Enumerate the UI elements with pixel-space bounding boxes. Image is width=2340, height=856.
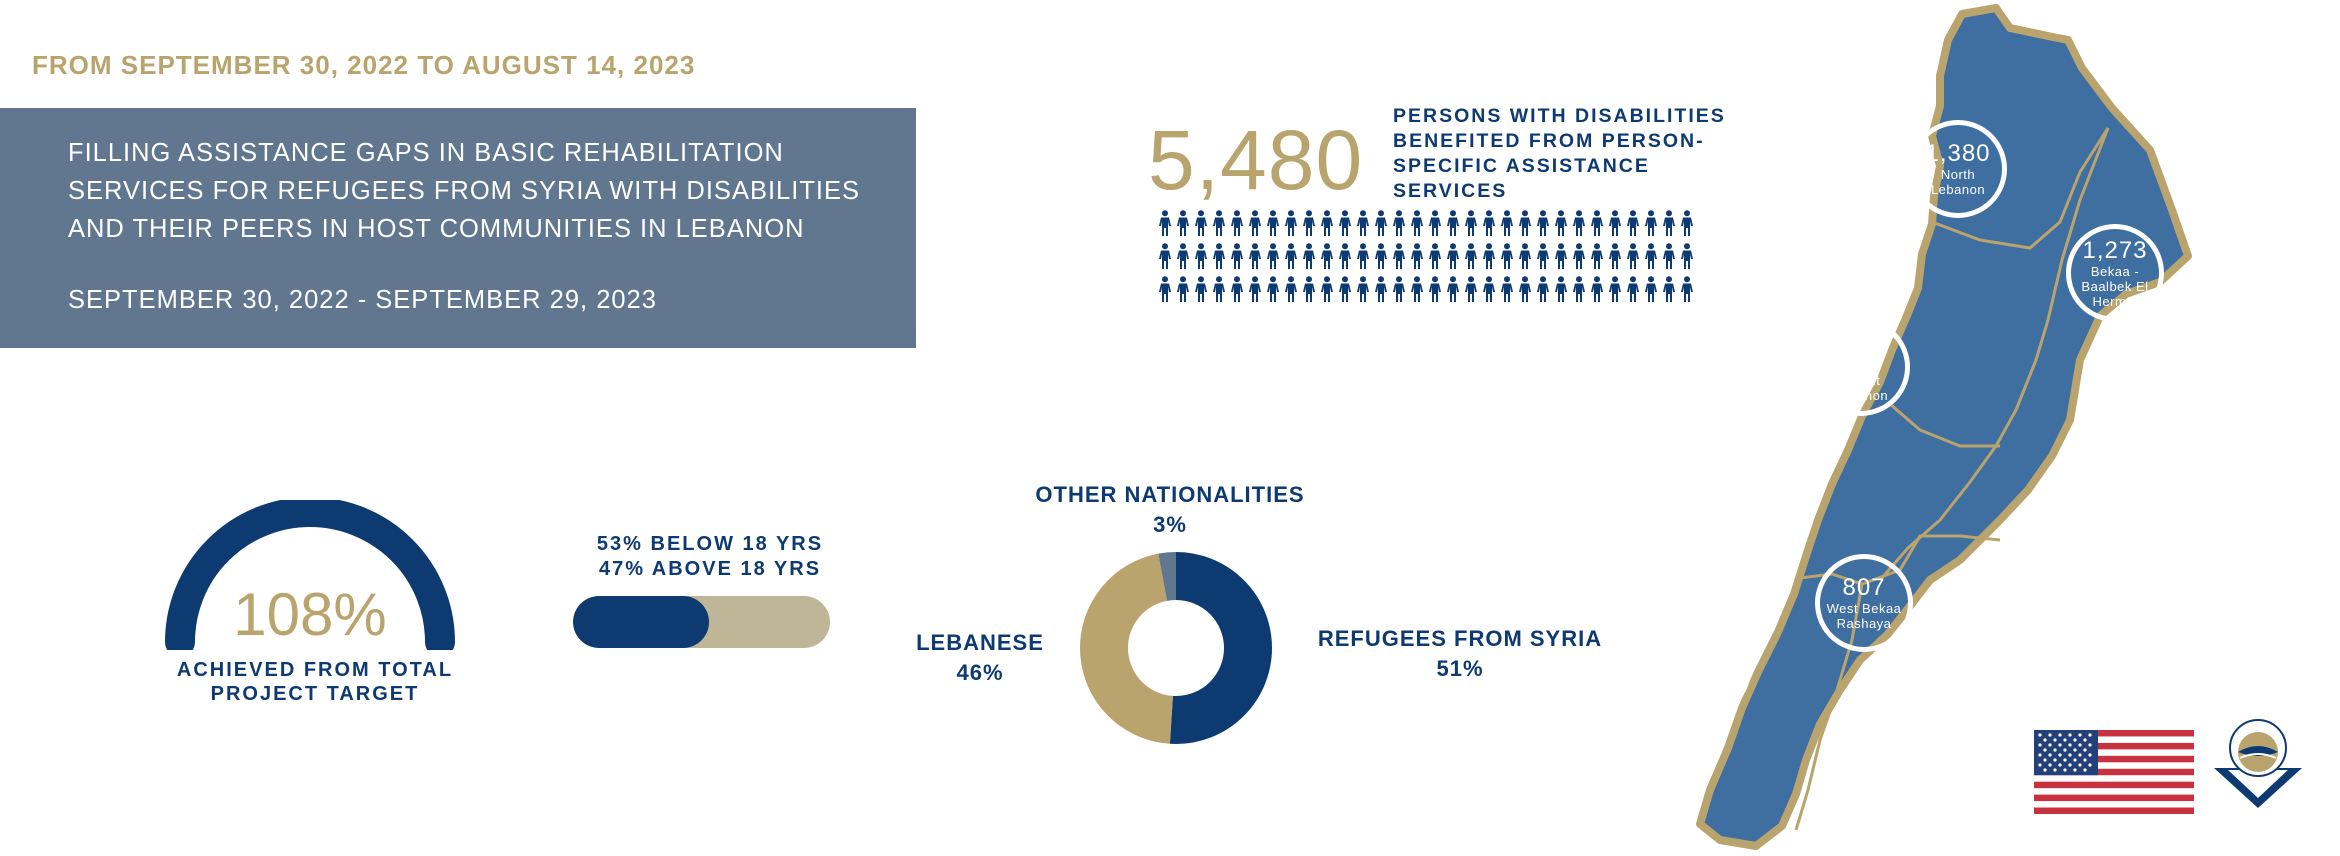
region-beirut-mount-lebanon bbox=[1812, 318, 1910, 416]
person-icon bbox=[1500, 243, 1514, 270]
age-bar bbox=[573, 596, 830, 648]
region-number: 1,273 bbox=[2082, 236, 2148, 264]
region-north-lebanon bbox=[1909, 120, 2007, 218]
region-name: North Lebanon bbox=[1930, 167, 1986, 197]
person-icon bbox=[1482, 243, 1496, 270]
person-icon bbox=[1230, 243, 1244, 270]
person-icon bbox=[1428, 210, 1442, 237]
person-icon bbox=[1212, 243, 1226, 270]
person-icon bbox=[1374, 276, 1388, 303]
person-icon bbox=[1464, 276, 1478, 303]
region-name: West Bekaa Rashaya bbox=[1826, 601, 1902, 631]
region-bekaa-baalbek bbox=[2066, 224, 2164, 322]
person-icon bbox=[1302, 210, 1316, 237]
person-icon bbox=[1482, 210, 1496, 237]
lebanese-percent: 46% bbox=[956, 660, 1004, 685]
person-icon bbox=[1320, 243, 1334, 270]
person-icon bbox=[1176, 210, 1190, 237]
region-name: South Lebanon bbox=[1674, 667, 1730, 697]
person-icon bbox=[1518, 243, 1532, 270]
syria-percent: 51% bbox=[1436, 656, 1484, 681]
label-other-nationalities bbox=[1010, 480, 1330, 540]
person-icon bbox=[1230, 210, 1244, 237]
person-icon bbox=[1158, 243, 1172, 270]
person-icon bbox=[1248, 210, 1262, 237]
person-icon bbox=[1374, 210, 1388, 237]
person-icon bbox=[1158, 210, 1172, 237]
target-caption: ACHIEVED FROM TOTAL PROJECT TARGET bbox=[176, 659, 454, 705]
person-icon bbox=[1266, 210, 1280, 237]
person-icon bbox=[1500, 210, 1514, 237]
target-percent: 108% bbox=[233, 581, 387, 648]
lebanese-label: LEBANESE bbox=[916, 630, 1044, 655]
syria-label: REFUGEES FROM SYRIA bbox=[1317, 626, 1603, 651]
person-icon bbox=[1446, 276, 1460, 303]
person-icon bbox=[1266, 243, 1280, 270]
person-icon bbox=[1176, 276, 1190, 303]
age-above-label: 47% ABOVE 18 YRS bbox=[598, 558, 822, 580]
age-breakdown bbox=[560, 532, 860, 582]
person-icon bbox=[1356, 243, 1370, 270]
person-icon bbox=[1536, 243, 1550, 270]
us-flag-icon bbox=[2034, 730, 2194, 814]
person-icon bbox=[1338, 243, 1352, 270]
person-icon bbox=[1194, 243, 1208, 270]
project-title: FILLING ASSISTANCE GAPS IN BASIC REHABILITATION SERVICES FOR REFUGEES FROM SYRIA WITH DISABILITIES AND THEIR PEERS IN HOST COMMUNITIES IN LEBANON bbox=[68, 139, 860, 243]
person-icon bbox=[1446, 243, 1460, 270]
label-lebanese bbox=[880, 628, 1080, 688]
person-icon bbox=[1248, 276, 1262, 303]
nationality-donut bbox=[1076, 548, 1276, 748]
person-icon bbox=[1536, 276, 1550, 303]
region-number: 807 bbox=[1842, 574, 1886, 601]
region-number: 1,380 bbox=[1925, 140, 1991, 167]
person-icon bbox=[1338, 276, 1352, 303]
person-icon bbox=[1212, 276, 1226, 303]
region-south-lebanon bbox=[1653, 620, 1751, 718]
person-icon bbox=[1302, 276, 1316, 303]
person-icon bbox=[1158, 276, 1172, 303]
person-icon bbox=[1284, 243, 1298, 270]
person-icon bbox=[1320, 276, 1334, 303]
region-name: Beirut Mount Lebanon bbox=[1833, 357, 1889, 403]
person-icon bbox=[1482, 276, 1496, 303]
person-icon bbox=[1518, 210, 1532, 237]
person-icon bbox=[1392, 276, 1406, 303]
person-icon bbox=[1194, 210, 1208, 237]
beneficiaries-number: 5,480 bbox=[1148, 113, 1364, 207]
person-icon bbox=[1302, 243, 1316, 270]
region-number: 1,333 bbox=[1669, 640, 1735, 667]
region-name: Bekaa - Baalbek El Hermel bbox=[2081, 263, 2149, 309]
person-icon bbox=[1374, 243, 1388, 270]
person-icon bbox=[1248, 243, 1262, 270]
person-icon bbox=[1176, 243, 1190, 270]
region-west-bekaa-rashaya bbox=[1815, 554, 1913, 652]
person-icon bbox=[1410, 243, 1424, 270]
project-period: SEPTEMBER 30, 2022 - SEPTEMBER 29, 2023 bbox=[68, 286, 657, 314]
person-icon bbox=[1230, 276, 1244, 303]
date-range: FROM SEPTEMBER 30, 2022 TO AUGUST 14, 2023 bbox=[32, 50, 696, 80]
person-icon bbox=[1428, 276, 1442, 303]
other-label: OTHER NATIONALITIES bbox=[1035, 482, 1305, 507]
person-icon bbox=[1464, 210, 1478, 237]
lebanon-map bbox=[1560, 0, 2240, 856]
person-icon bbox=[1266, 276, 1280, 303]
person-icon bbox=[1446, 210, 1460, 237]
other-percent: 3% bbox=[1153, 512, 1187, 537]
person-icon bbox=[1464, 243, 1478, 270]
person-icon bbox=[1356, 210, 1370, 237]
person-icon bbox=[1284, 276, 1298, 303]
person-icon bbox=[1212, 210, 1226, 237]
person-icon bbox=[1356, 276, 1370, 303]
region-number: 687 bbox=[1839, 330, 1883, 358]
person-icon bbox=[1536, 210, 1550, 237]
age-below-label: 53% BELOW 18 YRS bbox=[596, 533, 824, 555]
person-icon bbox=[1500, 276, 1514, 303]
world-rehabilitation-fund-logo bbox=[2210, 712, 2306, 812]
person-icon bbox=[1392, 243, 1406, 270]
person-icon bbox=[1194, 276, 1208, 303]
age-bar-fill bbox=[573, 596, 709, 648]
person-icon bbox=[1338, 210, 1352, 237]
person-icon bbox=[1392, 210, 1406, 237]
person-icon bbox=[1518, 276, 1532, 303]
person-icon bbox=[1428, 243, 1442, 270]
person-icon bbox=[1284, 210, 1298, 237]
person-icon bbox=[1410, 276, 1424, 303]
person-icon bbox=[1410, 210, 1424, 237]
beneficiaries-label: PERSONS WITH DISABILITIES BENEFITED FROM PERSON-SPECIFIC ASSISTANCE SERVICES bbox=[1393, 105, 1726, 202]
person-icon bbox=[1320, 210, 1334, 237]
